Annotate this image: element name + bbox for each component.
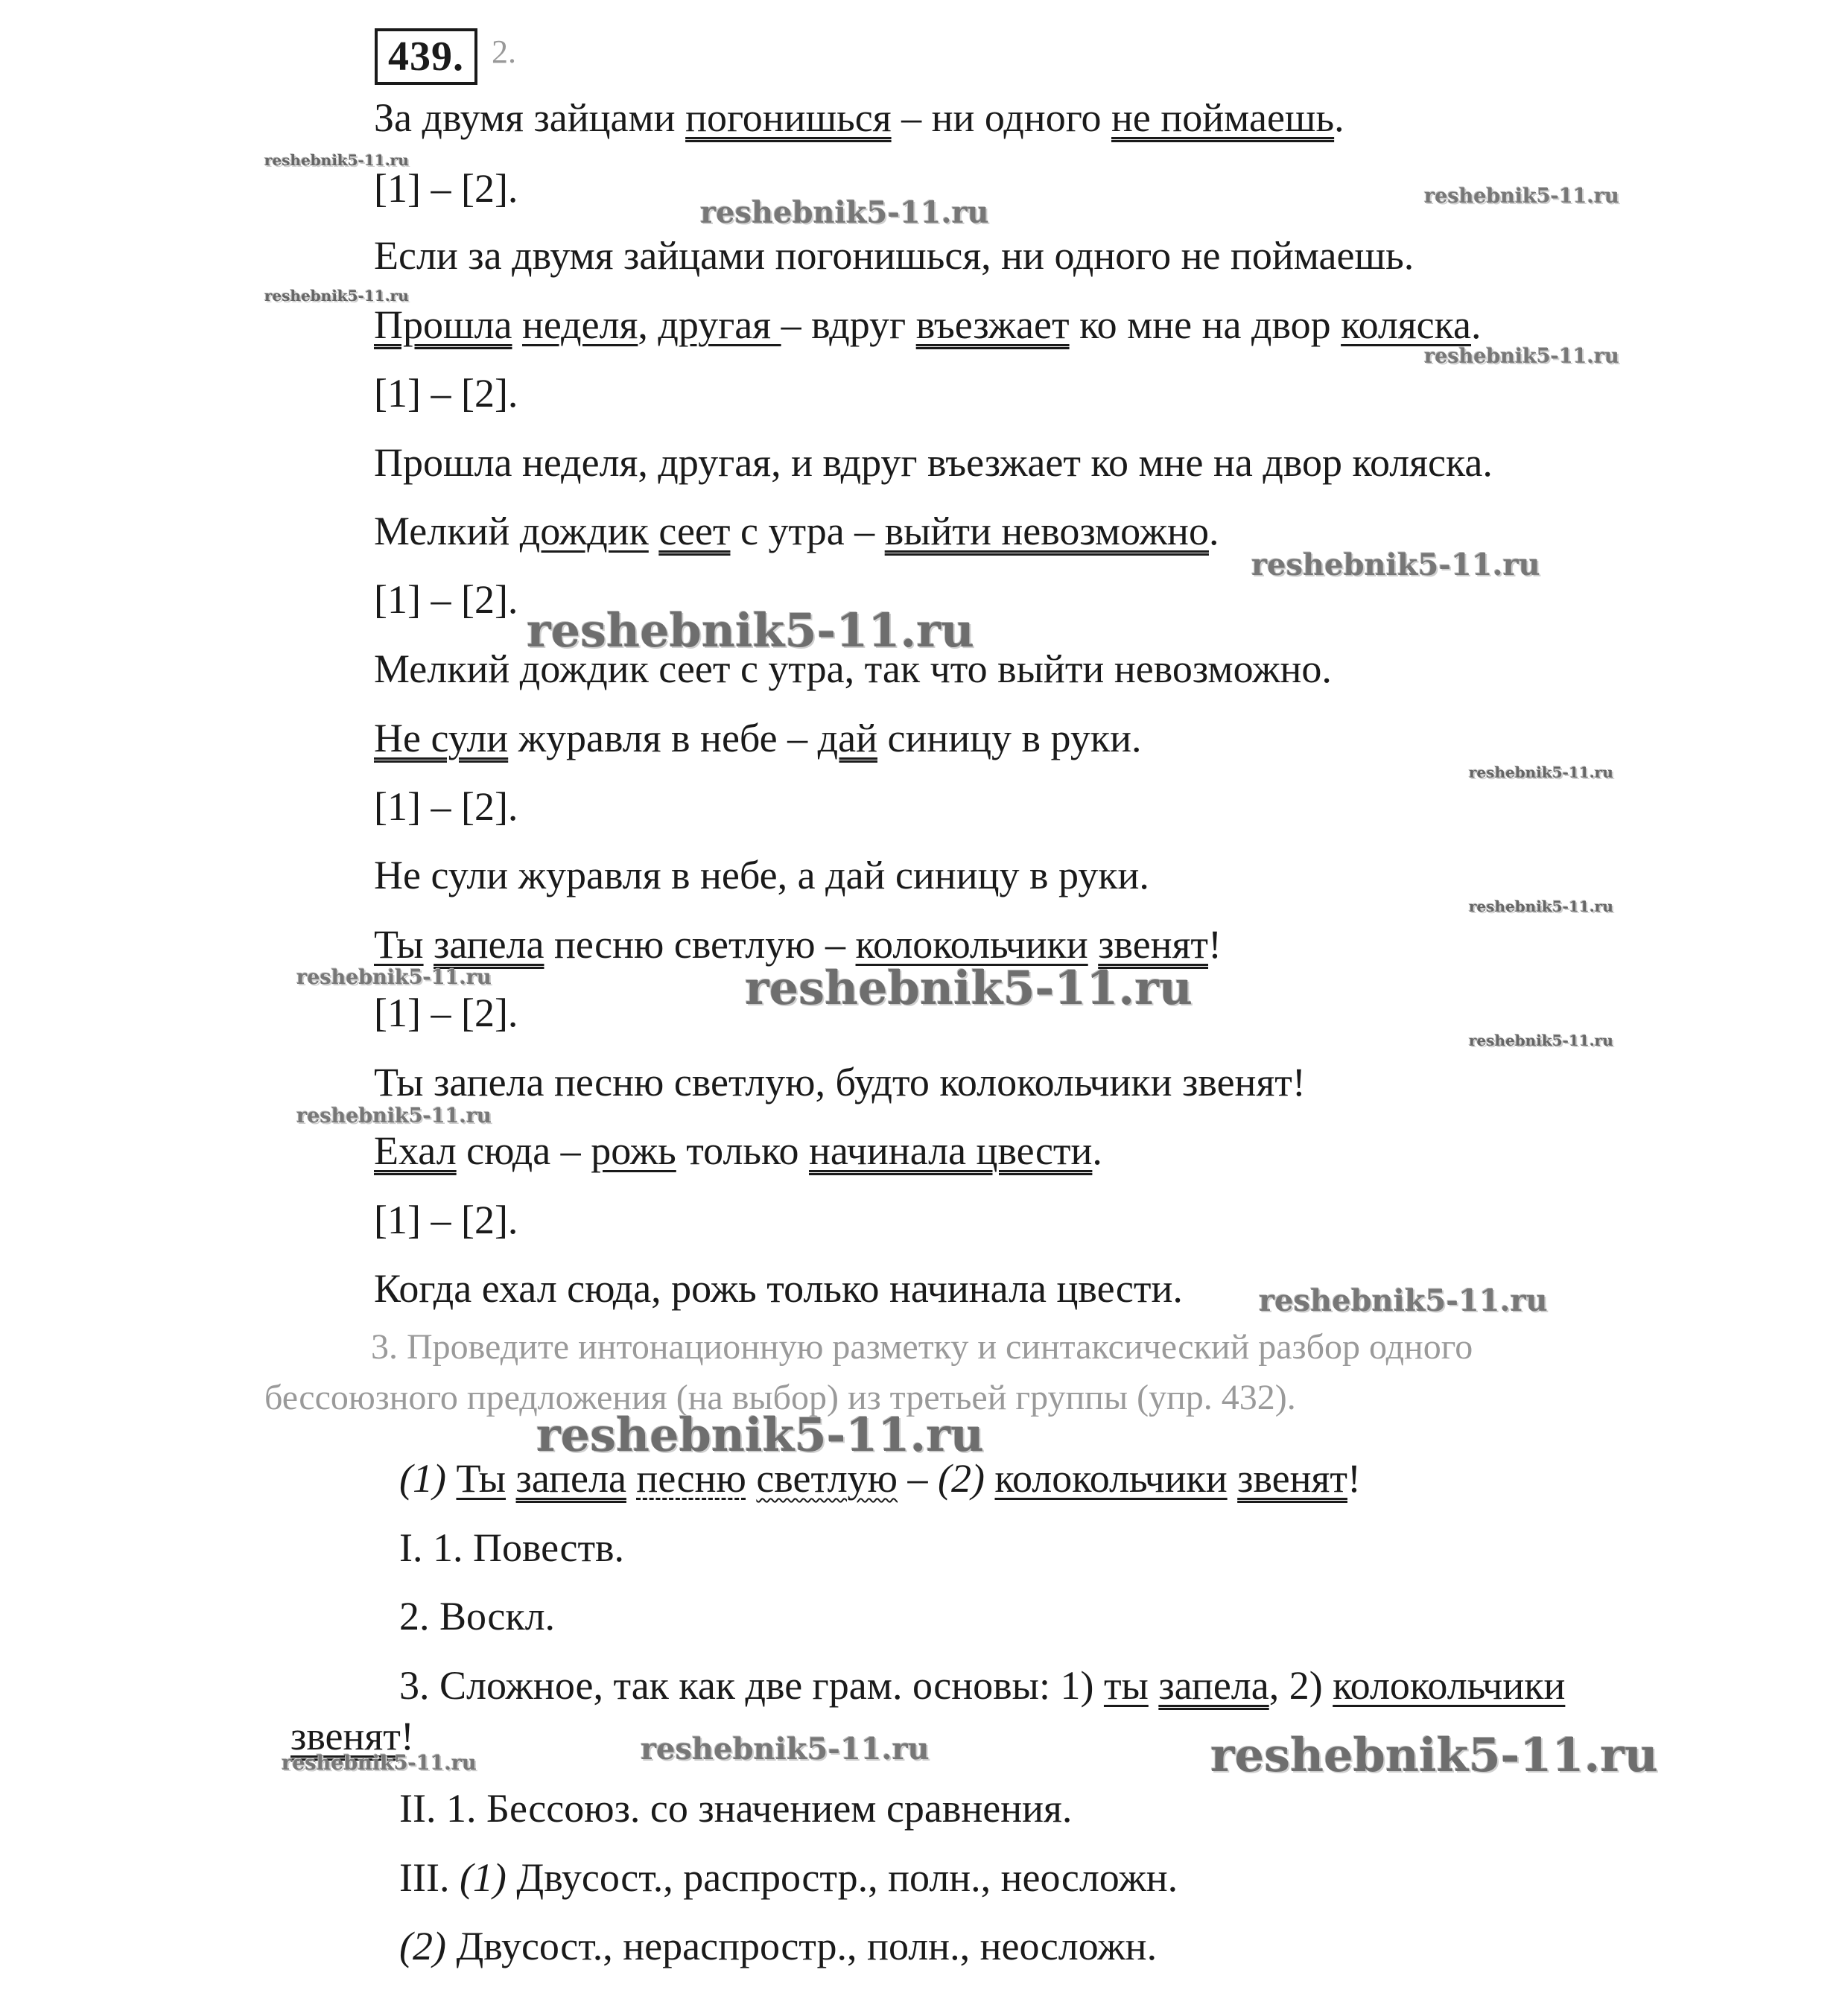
watermark: reshebnik5-11.ru xyxy=(1210,1728,1658,1782)
watermark: reshebnik5-11.ru xyxy=(296,1105,492,1128)
analysis-point-4: II. 1. Бессоюз. со значением сравнения. xyxy=(399,1786,1073,1831)
task-3-instruction: 3. Проведите интонационную разметку и синтаксический разбор одного бессоюзного предложения (на выбор) из третьей группы (упр. 432). xyxy=(264,1327,1473,1417)
watermark: reshebnik5-11.ru xyxy=(1469,897,1613,915)
watermark: reshebnik5-11.ru xyxy=(641,1732,930,1767)
exercise-part: 2. xyxy=(492,34,516,70)
analysis-point-5: III. (1) Двусост., распростр., полн., неосложн. xyxy=(399,1855,1178,1900)
watermark: reshebnik5-11.ru xyxy=(745,961,1193,1015)
rewrite-3: Мелкий дождик сеет с утра, так что выйти невозможно. xyxy=(374,646,1332,691)
exercise-number: 439. xyxy=(375,28,477,85)
sentence-3: Мелкий дождик сеет с утра – выйти невозможно. xyxy=(374,509,1219,553)
watermark: reshebnik5-11.ru xyxy=(1469,763,1613,781)
scheme-1: [1] – [2]. xyxy=(374,166,518,211)
watermark: reshebnik5-11.ru xyxy=(1424,185,1619,208)
analysis-point-2: 2. Воскл. xyxy=(399,1594,556,1639)
sentence-5: Ты запела песню светлую – колокольчики звенят! xyxy=(374,922,1222,967)
rewrite-1: Если за двумя зайцами погонишься, ни одного не поймаешь. xyxy=(374,233,1414,278)
watermark: reshebnik5-11.ru xyxy=(700,195,989,230)
watermark: reshebnik5-11.ru xyxy=(536,1408,984,1462)
scheme-3: [1] – [2]. xyxy=(374,577,518,622)
watermark: reshebnik5-11.ru xyxy=(527,603,974,658)
rewrite-5: Ты запела песню светлую, будто колокольчики звенят! xyxy=(374,1060,1306,1105)
watermark: reshebnik5-11.ru xyxy=(282,1752,477,1775)
watermark: reshebnik5-11.ru xyxy=(1251,547,1540,582)
rewrite-4: Не сули журавля в небе, а дай синицу в руки. xyxy=(374,853,1149,897)
sentence-6: Ехал сюда – рожь только начинала цвести. xyxy=(374,1128,1102,1173)
scheme-2: [1] – [2]. xyxy=(374,371,518,416)
watermark: reshebnik5-11.ru xyxy=(264,151,409,169)
watermark: reshebnik5-11.ru xyxy=(1469,1032,1613,1049)
analysis-point-6: (2) Двусост., нераспростр., полн., неосложн. xyxy=(399,1924,1158,1968)
sentence-4: Не сули журавля в небе – дай синицу в руки. xyxy=(374,716,1142,760)
scheme-4: [1] – [2]. xyxy=(374,784,518,829)
analysis-point-3-cont: звенят! xyxy=(290,1714,414,1758)
scheme-6: [1] – [2]. xyxy=(374,1198,518,1242)
rewrite-2: Прошла неделя, другая, и вдруг въезжает ко мне на двор коляска. xyxy=(374,440,1493,485)
sentence-1: За двумя зайцами погонишься – ни одного не поймаешь. xyxy=(374,95,1344,140)
watermark: reshebnik5-11.ru xyxy=(264,287,409,305)
analysis-point-3: 3. Сложное, так как две грам. основы: 1) ты запела, 2) колокольчики xyxy=(399,1663,1566,1708)
scheme-5: [1] – [2]. xyxy=(374,991,518,1035)
watermark: reshebnik5-11.ru xyxy=(1259,1283,1548,1318)
analysis-point-1: I. 1. Повеств. xyxy=(399,1525,625,1570)
watermark: reshebnik5-11.ru xyxy=(1424,345,1619,368)
analysis-sentence: (1) Ты запела песню светлую – (2) колокольчики звенят! xyxy=(399,1456,1361,1501)
rewrite-6: Когда ехал сюда, рожь только начинала цвести. xyxy=(374,1266,1183,1311)
sentence-2: Прошла неделя, другая – вдруг въезжает ко мне на двор коляска. xyxy=(374,302,1482,347)
watermark: reshebnik5-11.ru xyxy=(296,966,492,989)
